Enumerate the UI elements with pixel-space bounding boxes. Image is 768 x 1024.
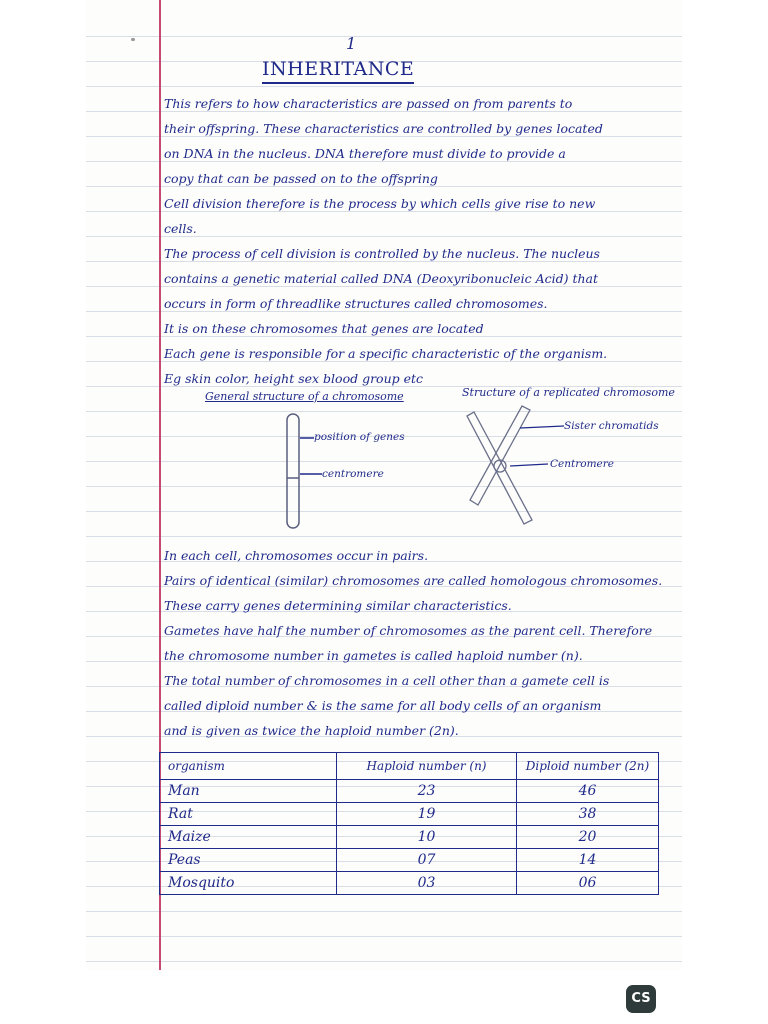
cell-diploid: 06 bbox=[517, 872, 659, 895]
sister-pointer bbox=[520, 426, 564, 428]
chromatid-a bbox=[467, 412, 532, 524]
replicated-chromosome-title: Structure of a replicated chromosome bbox=[462, 386, 675, 399]
cell-organism: Mosquito bbox=[160, 872, 337, 895]
centromere-right-pointer bbox=[510, 464, 548, 466]
cell-organism: Rat bbox=[160, 803, 337, 826]
text-line: on DNA in the nucleus. DNA therefore must divide to provide a bbox=[164, 146, 566, 161]
cell-haploid: 23 bbox=[337, 780, 517, 803]
label-sister-chromatids: Sister chromatids bbox=[564, 420, 659, 432]
table-header-row bbox=[160, 753, 659, 780]
text-line: Gametes have half the number of chromosomes as the parent cell. Therefore bbox=[164, 623, 653, 638]
table-row bbox=[160, 849, 659, 872]
text-line: cells. bbox=[164, 221, 197, 236]
text-line: Cell division therefore is the process by which cells give rise to new bbox=[164, 196, 596, 211]
text-line: Pairs of identical (similar) chromosomes are called homologous chromosomes. bbox=[164, 573, 663, 588]
cell-haploid: 03 bbox=[337, 872, 517, 895]
cell-haploid: 10 bbox=[337, 826, 517, 849]
cell-organism: Peas bbox=[160, 849, 337, 872]
cell-organism: Man bbox=[160, 780, 337, 803]
text-line: The process of cell division is controlled by the nucleus. The nucleus bbox=[164, 246, 600, 261]
label-position-of-genes: position of genes bbox=[314, 431, 405, 443]
table-row bbox=[160, 803, 659, 826]
label-centromere-left: centromere bbox=[322, 468, 384, 480]
table-row bbox=[160, 826, 659, 849]
text-line: occurs in form of threadlike structures called chromosomes. bbox=[164, 296, 548, 311]
label-centromere-right: Centromere bbox=[550, 458, 614, 470]
text-line: called diploid number & is the same for all body cells of an organism bbox=[164, 698, 602, 713]
text-line: the chromosome number in gametes is called haploid number (n). bbox=[164, 648, 583, 663]
cell-diploid: 38 bbox=[517, 803, 659, 826]
cell-haploid: 07 bbox=[337, 849, 517, 872]
chromosome-diagram-title: General structure of a chromosome bbox=[205, 390, 404, 403]
cell-diploid: 14 bbox=[517, 849, 659, 872]
text-line: their offspring. These characteristics are controlled by genes located bbox=[164, 121, 603, 136]
chromosome-pairs-paragraph bbox=[164, 543, 664, 743]
text-line: contains a genetic material called DNA (Deoxyribonucleic Acid) that bbox=[164, 271, 598, 286]
table-row bbox=[160, 780, 659, 803]
text-line: Eg skin color, height sex blood group etc bbox=[164, 371, 424, 386]
cell-diploid: 46 bbox=[517, 780, 659, 803]
table-row bbox=[160, 872, 659, 895]
header-organism: organism bbox=[160, 753, 337, 780]
cell-haploid: 19 bbox=[337, 803, 517, 826]
text-line: The total number of chromosomes in a cell other than a gamete cell is bbox=[164, 673, 610, 688]
header-diploid: Diploid number (2n) bbox=[517, 753, 659, 780]
page-title: INHERITANCE bbox=[262, 58, 414, 84]
chromosome-body bbox=[287, 414, 299, 528]
text-line: This refers to how characteristics are passed on from parents to bbox=[164, 96, 573, 111]
cell-organism: Maize bbox=[160, 826, 337, 849]
chromosome-number-table bbox=[159, 752, 659, 895]
text-line: Each gene is responsible for a specific characteristic of the organism. bbox=[164, 346, 608, 361]
text-line: In each cell, chromosomes occur in pairs. bbox=[164, 548, 429, 563]
cell-diploid: 20 bbox=[517, 826, 659, 849]
text-line: copy that can be passed on to the offspring bbox=[164, 171, 438, 186]
text-line: and is given as twice the haploid number (2n). bbox=[164, 723, 459, 738]
camscanner-logo: CS bbox=[626, 985, 656, 1013]
text-line: These carry genes determining similar characteristics. bbox=[164, 598, 512, 613]
header-haploid: Haploid number (n) bbox=[337, 753, 517, 780]
page-number: 1 bbox=[346, 34, 357, 53]
text-line: It is on these chromosomes that genes are located bbox=[164, 321, 484, 336]
